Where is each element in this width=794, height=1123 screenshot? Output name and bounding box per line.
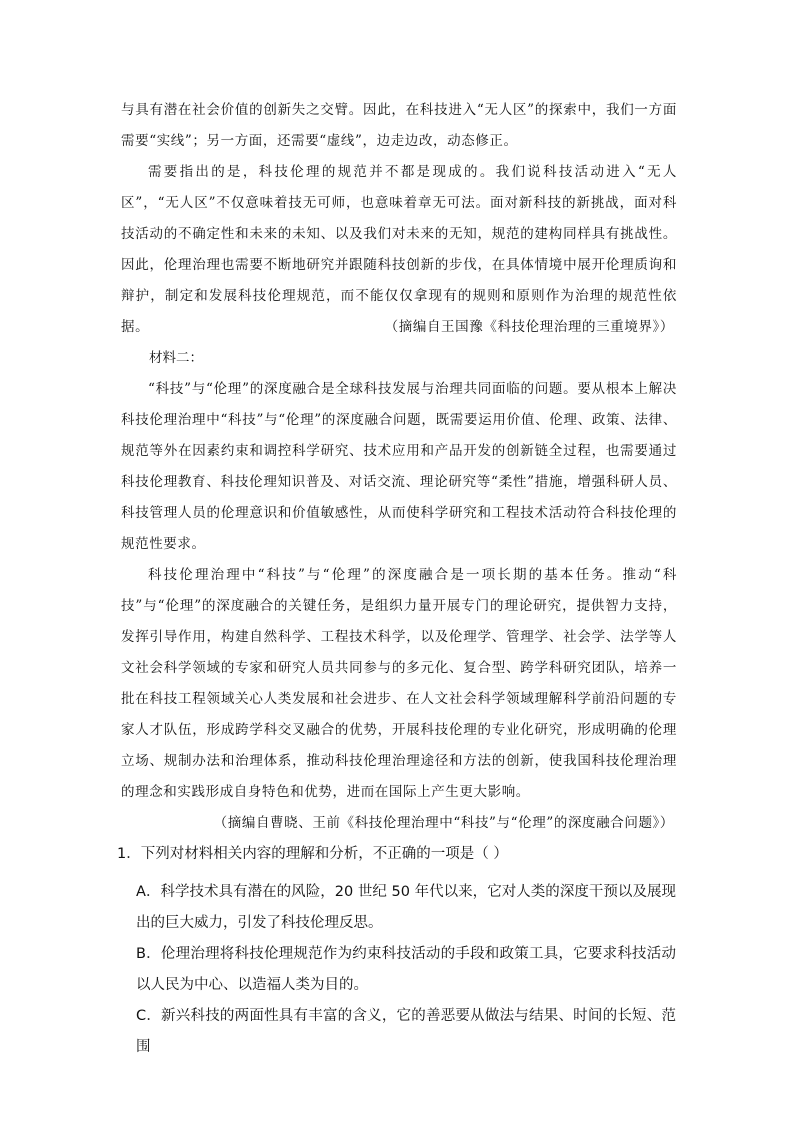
question-1-stem: 1．下列对材料相关内容的理解和分析，不正确的一项是（ ） [117,846,508,862]
passage-paragraph-2: 需要指出的是，科技伦理的规范并不都是现成的。我们说科技活动进入“无人区”，“无人区”不仅意味着技无可师，也意味着章无可法。面对新科技的新挑战，面对科技活动的不确定性和未来的未知、以及我们对未来的无知，规范的建构同样具有挑战性。因此，伦理治理也需要不断地研究并跟随科技创新的步伐，在具体情境中展开伦理质询和辩护，制定和发展科技伦理规范，而不能仅仅拿现有的规则和原则作为治理的规范性依据。 [121,164,677,335]
source-citation-1: （摘编自王国豫《科技伦理治理的三重境界》） [384,319,674,335]
passage-paragraph-1: 与具有潜在社会价值的创新失之交臂。因此，在科技进入“无人区”的探索中，我们一方面需要“实线”；另一方面，还需要“虚线”，边走边改，动态修正。 [121,102,677,149]
passage-paragraph-3: “科技”与“伦理”的深度融合是全球科技发展与治理共同面临的问题。要从根本上解决科技伦理治理中“科技”与“伦理”的深度融合问题，既需要运用价值、伦理、政策、法律、规范等外在因素约束和调控科学研究、技术应用和产品开发的创新链全过程，也需要通过科技伦理教育、科技伦理知识普及、对话交流、理论研究等“柔性”措施，增强科研人员、科技管理人员的伦理意识和价值敏感性，从而使科学研究和工程技术活动符合科技伦理的规范性要求。 [121,381,677,552]
passage-paragraph-4: 科技伦理治理中“科技”与“伦理”的深度融合是一项长期的基本任务。推动“科技”与“伦理”的深度融合的关键任务，是组织力量开展专门的理论研究，提供智力支持，发挥引导作用，构建自然科学、工程技术科学，以及伦理学、管理学、社会学、法学等人文社会科学领域的专家和研究人员共同参与的多元化、复合型、跨学科研究团队，培养一批在科技工程领域关心人类发展和社会进步、在人文社会科学领域理解科学前沿问题的专家人才队伍，形成跨学科交叉融合的优势，开展科技伦理的专业化研究，形成明确的伦理立场、规制办法和治理体系，推动科技伦理治理途径和方法的创新，使我国科技伦理治理的理念和实践形成自身特色和优势，进而在国际上产生更大影响。 [121,567,677,800]
material-2-label: 材料二： [149,350,203,366]
question-1-option-a: A．科学技术具有潜在的风险，20 世纪 50 年代以来，它对人类的深度干预以及展现出的巨大威力，引发了科技伦理反思。 [136,884,676,931]
question-1-option-c: C．新兴科技的两面性具有丰富的含义，它的善恶要从做法与结果、时间的长短、范围 [136,1008,676,1055]
question-1-option-b: B．伦理治理将科技伦理规范作为约束科技活动的手段和政策工具，它要求科技活动以人民为中心、以造福人类为目的。 [136,946,676,993]
source-citation-2: （摘编自曹晓、王前《科技伦理治理中“科技”与“伦理”的深度融合问题》） [213,815,674,831]
